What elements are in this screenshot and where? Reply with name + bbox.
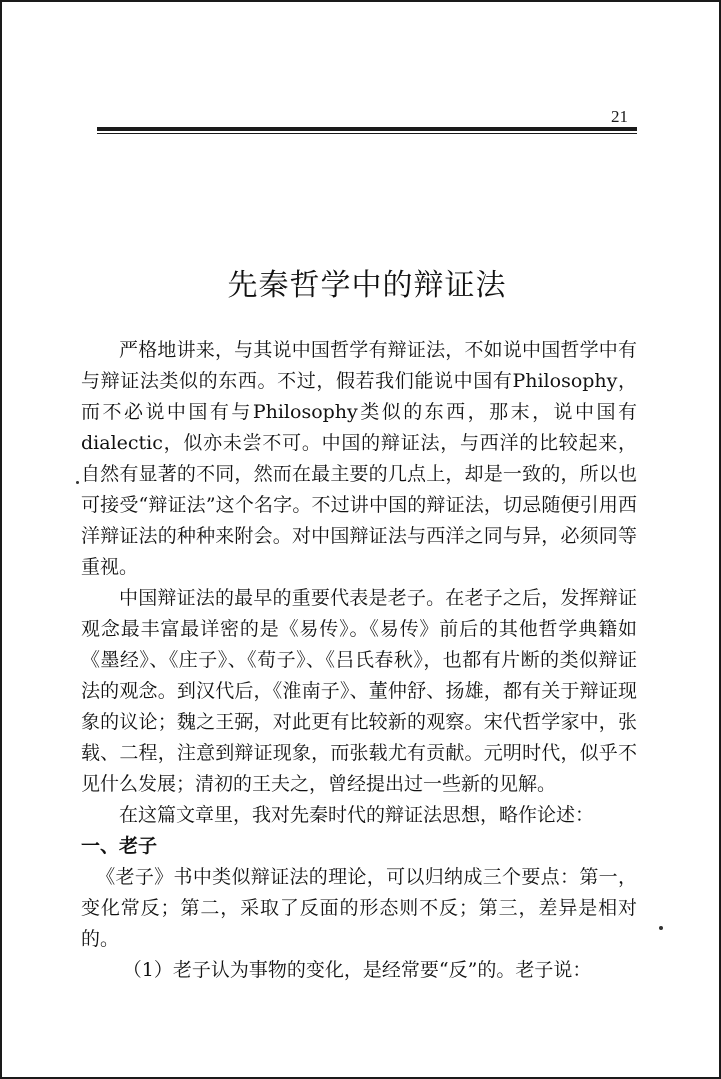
page-number: 21 [611,107,628,126]
paragraph-2: 中国辩证法的最早的重要代表是老子。在老子之后，发挥辩证观念最丰富最详密的是《易传》。《易传》前后的其他哲学典籍如《墨经》、《庄子》、《荀子》、《吕氏春秋》，也都有片断的类似辩证法的观念。到汉代后，《淮南子》、董仲舒、扬雄，都有关于辩证现象的议论；魏之王弼，对此更有比较新的观察。宋代哲学家中，张载、二程，注意到辩证现象，而张载尤有贡献。元明时代，似乎不见什么发展；清初的王夫之，曾经提出过一些新的见解。 [81,587,637,795]
section-paragraph-2: （1）老子认为事物的变化，是经常要“反”的。老子说： [122,959,592,981]
header-rule-thin [97,133,637,134]
article-title: 先秦哲学中的辩证法 [227,268,507,303]
paragraph-3: 在这篇文章里，我对先秦时代的辩证法思想，略作论述： [119,804,595,826]
section-paragraph-1: 《老子》书中类似辩证法的理论，可以归纳成三个要点：第一，变化常反；第二，采取了反面的形态则不反；第三，差异是相对的。 [81,866,637,950]
header-rule [97,127,637,131]
paragraph-1: 严格地讲来，与其说中国哲学有辩证法，不如说中国哲学中有与辩证法类似的东西。不过，假若我们能说中国有Philosophy，而不必说中国有与Philosophy类似的东西，那末，说中国有dialectic，似亦未尝不可。中国的辩证法，与西洋的比较起来，自然有显著的不同，然而在最主要的几点上，却是一致的，所以也可接受“辩证法”这个名字。不过讲中国的辩证法，切忌随便引用西洋辩证法的种种来附会。对中国辩证法与西洋之同与异，必须同等重视。 [81,339,637,578]
scan-speck [76,481,79,484]
scan-speck [659,926,663,930]
section-heading: 一、老子 [81,835,158,857]
article-body [81,335,637,986]
